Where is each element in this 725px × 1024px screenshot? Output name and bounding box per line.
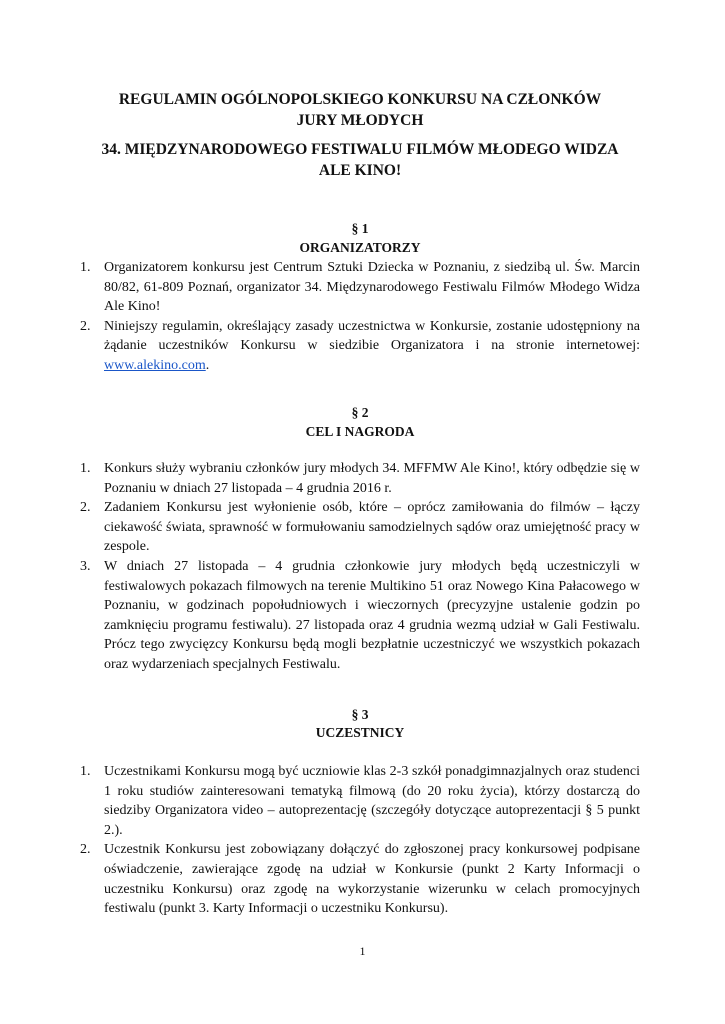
list-item xyxy=(80,317,640,376)
item-text: Uczestnik Konkursu jest zobowiązany dołączyć do zgłoszonej pracy konkursowej podpisane oświadczenie, zawierające zgodę na udział w Konkursie (punkt 2 Karty Informacji o uczestniku Konkursu) oraz zgodę na wykorzystanie wizerunku w celach promocyjnych festiwalu (punkt 3. Karty Informacji o uczestniku Konkursu). xyxy=(104,842,640,917)
item-number: 1. xyxy=(80,260,91,275)
item-text: Konkurs służy wybraniu członków jury młodych 34. MFFMW Ale Kino!, który odbędzie się w Poznaniu w dniach 27 listopada – 4 grudnia 2016 r. xyxy=(104,461,640,496)
item-number: 2. xyxy=(80,842,91,858)
item-number: 2. xyxy=(80,500,91,516)
list-item xyxy=(80,557,640,675)
item-text: W dniach 27 listopada – 4 grudnia członkowie jury młodych będą uczestniczyli w festiwalowych pokazach filmowych na terenie Multikino 51 oraz Nowego Kina Pałacowego w Poznaniu, w godzinach popołudniowych i wieczornych (precyzyjne ustalenie godzin po zamknięciu programu festiwalu). 27 listopada oraz 4 grudnia wezmą udział w Gali Festiwalu. Prócz tego zwycięzcy Konkursu będą mogli bezpłatnie uczestniczyć we wszystkich pokazach oraz wydarzeniach specjalnych Festiwalu. xyxy=(104,558,640,672)
item-number: 1. xyxy=(80,461,91,476)
item-text-end: . xyxy=(205,357,210,373)
item-text: Uczestnikami Konkursu mogą być uczniowie klas 2-3 szkół ponadgimnazjalnych oraz studenci 1 roku studiów zainteresowani tematyką filmową (do 20 roku życia), którzy dostarczą do siedziby Organizatora video – autoprezentację (szczegóły dotyczące autoprezentacji § 5 punkt 2.). xyxy=(104,764,640,838)
section-3-symbol: § 3 xyxy=(351,707,369,722)
section-2-heading: CEL I NAGRODA xyxy=(305,424,415,439)
list-item xyxy=(80,459,640,498)
item-number: 1. xyxy=(80,764,91,779)
item-number: 2. xyxy=(80,318,91,334)
item-text: Organizatorem konkursu jest Centrum Sztuki Dziecka w Poznaniu, z siedzibą ul. Św. Marcin 80/82, 61-809 Poznań, organizator 34. Międzynarodowego Festiwalu Filmów Młodego Widza Ale Kino! xyxy=(104,260,640,315)
title-line-4: ALE KINO! xyxy=(318,162,402,179)
list-item xyxy=(80,258,640,317)
item-text: Niniejszy regulamin, określający zasady uczestnictwa w Konkursie, zostanie udostępniony na żądanie uczestników Konkursu w siedzibie Organizatora i na stronie internetowej: xyxy=(104,318,640,354)
list-item xyxy=(80,840,640,918)
list-item xyxy=(80,498,640,557)
title-line-3: 34. MIĘDZYNARODOWEGO FESTIWALU FILMÓW MŁODEGO WIDZA xyxy=(101,141,619,158)
item-text: Zadaniem Konkursu jest wyłonienie osób, które – oprócz zamiłowania do filmów – łączy ciekawość świata, sprawność w formułowaniu samodzielnych sądów oraz umiejętność pracy w zespole. xyxy=(104,500,640,555)
title-line-2: JURY MŁODYCH xyxy=(296,112,424,129)
list-item xyxy=(80,762,640,840)
section-2-list xyxy=(80,459,640,675)
section-1-heading: ORGANIZATORZY xyxy=(299,240,421,255)
page-number: 1 xyxy=(359,944,366,958)
website-link[interactable]: www.alekino.com xyxy=(104,357,206,373)
section-1-list xyxy=(80,258,640,376)
document-subtitle xyxy=(80,139,640,181)
section-2-symbol: § 2 xyxy=(351,405,369,420)
section-1-symbol: § 1 xyxy=(351,221,369,236)
document-title xyxy=(80,89,640,131)
section-3-heading: UCZESTNICY xyxy=(315,725,405,740)
section-3-list xyxy=(80,762,640,919)
title-line-1: REGULAMIN OGÓLNOPOLSKIEGO KONKURSU NA CZŁONKÓW xyxy=(118,91,602,108)
item-number: 3. xyxy=(80,558,91,574)
